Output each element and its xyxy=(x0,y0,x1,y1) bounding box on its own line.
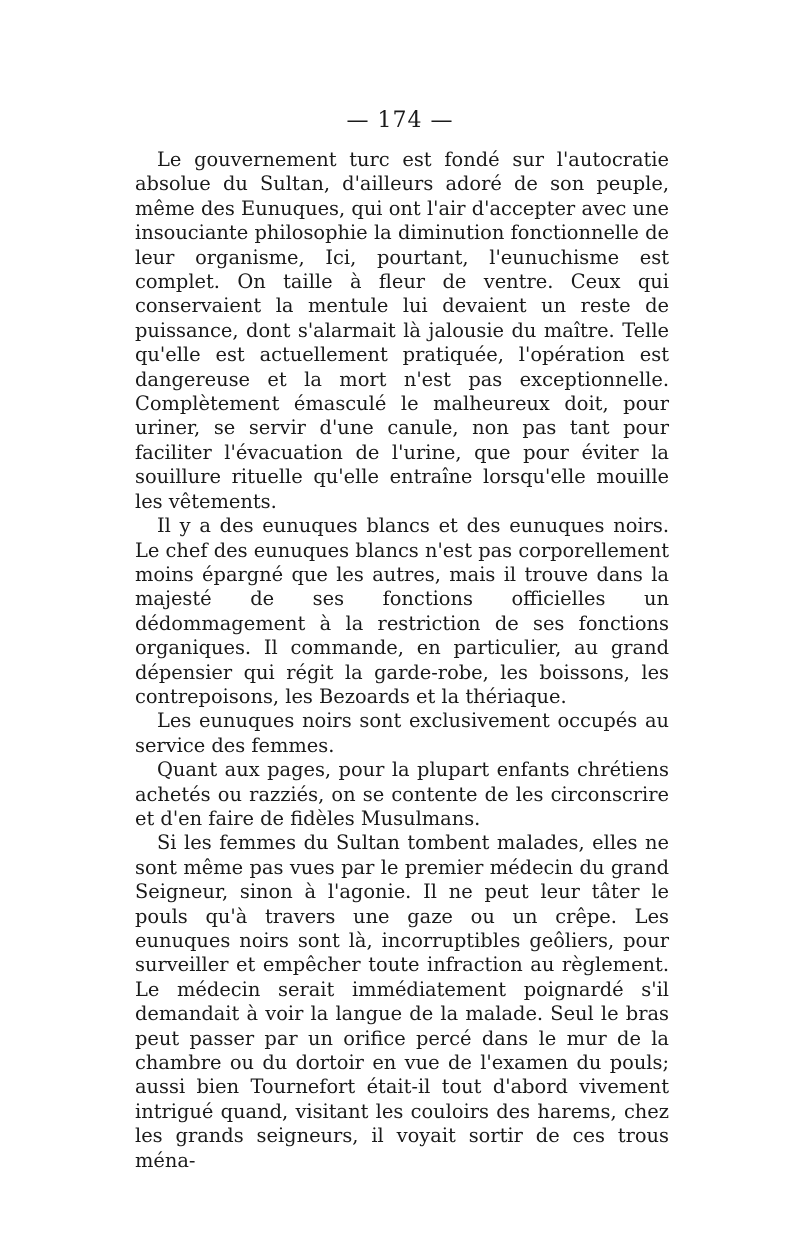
paragraph-3: Les eunuques noirs sont exclusivement occupés au service des femmes. xyxy=(135,709,669,757)
paragraph-4: Quant aux pages, pour la plupart enfants chrétiens achetés ou razziés, on se contente de les circonscrire et d'en faire de fidèles Musulmans. xyxy=(135,758,669,830)
paragraph-1: Le gouvernement turc est fondé sur l'autocratie absolue du Sultan, d'ailleurs adoré de son peuple, même des Eunuques, qui ont l'air d'accepter avec une insouciante philosophie la diminution fonctionnelle de leur organisme, Ici, pourtant, l'eunuchisme est complet. On taille à fleur de ventre. Ceux qui conservaient la mentule lui devaient un reste de puissance, dont s'alarmait là jalousie du maître. Telle qu'elle est actuellement pratiquée, l'opération est dangereuse et la mort n'est pas exceptionnelle. Complètement émasculé le malheureux doit, pour uriner, se servir d'une canule, non pas tant pour faciliter l'évacuation de l'urine, que pour éviter la souillure rituelle qu'elle entraîne lorsqu'elle mouille les vêtements. xyxy=(135,148,669,513)
body-text xyxy=(135,148,669,1173)
paragraph-5: Si les femmes du Sultan tombent malades, elles ne sont même pas vues par le premier médecin du grand Seigneur, sinon à l'agonie. Il ne peut leur tâter le pouls qu'à travers une gaze ou un crêpe. Les eunuques noirs sont là, incorruptibles geôliers, pour surveiller et empêcher toute infraction au règlement. Le médecin serait immédiatement poignardé s'il demandait à voir la langue de la malade. Seul le bras peut passer par un orifice percé dans le mur de la chambre ou du dortoir en vue de l'examen du pouls; aussi bien Tournefort était-il tout d'abord vivement intrigué quand, visitant les couloirs des harems, chez les grands seigneurs, il voyait sortir de ces trous ména- xyxy=(135,831,669,1172)
paragraph-2: Il y a des eunuques blancs et des eunuques noirs. Le chef des eunuques blancs n'est pas corporellement moins épargné que les autres, mais il trouve dans la majesté de ses fonctions officielles un dédommagement à la restriction de ses fonctions organiques. Il commande, en particulier, au grand dépensier qui régit la garde-robe, les boissons, les contrepoisons, les Bezoards et la thériaque. xyxy=(135,514,669,708)
page-number: — 174 — xyxy=(346,108,454,133)
